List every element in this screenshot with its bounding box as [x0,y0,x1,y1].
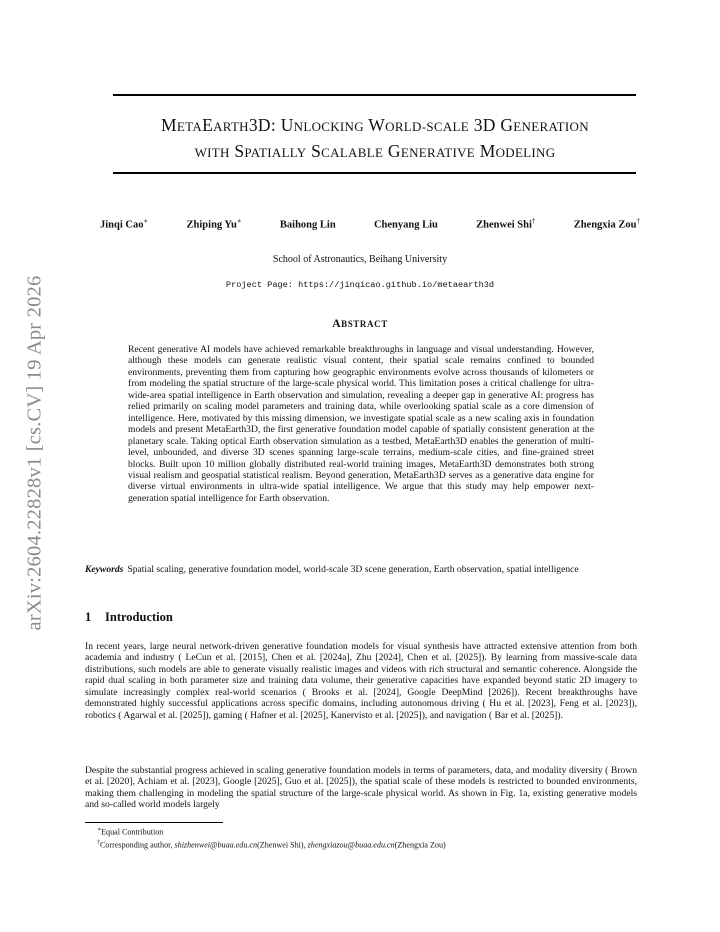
author: Baihong Lin [279,219,336,231]
keywords-text: Spatial scaling, generative foundation model, world-scale 3D scene generation, Earth observation, spatial intelligence [127,564,579,575]
title-line-1: METAEARTH3D: UNLOCKING WORLD-SCALE 3D GENERATION [161,115,589,135]
footnotes [97,825,637,850]
paper-title [90,113,660,165]
title-top-rule [113,94,636,96]
footnote-corresponding-author: †Corresponding author, shizhenwei@buaa.edu.cn(Zhenwei Shi), zhengxiazou@buaa.edu.cn(Zhengxia Zou) [97,839,446,850]
author: Zhiping Yu∗ [186,217,242,231]
footnote-rule [85,822,223,823]
author: Zhengxia Zou† [573,217,640,231]
section-heading [85,610,173,625]
author: Jinqi Cao∗ [100,217,149,231]
author-list [100,217,640,231]
abstract-body: Recent generative AI models have achieved remarkable breakthroughs in language and visual understanding. However, although these models can generate realistic visual content, their spatial scale remains confined to bounded environments, preventing them from capturing how geographic environments evolve across thousands of kilometers or from modeling the spatial structure of the large-scale physical world. This limitation poses a critical challenge for ultra-wide-area spatial intelligence in Earth observation and simulation, revealing a deeper gap in generative AI: progress has relied primarily on scaling model parameters and training data, while overlooking spatial scale as a core dimension of intelligence. Here, motivated by this missing dimension, we investigate spatial scale as a new scaling axis in foundation models and present MetaEarth3D, the first generative foundation model capable of spatially consistent generation at the planetary scale. Taking optical Earth observation simulation as a testbed, MetaEarth3D enables the generation of multi-level, unbounded, and diverse 3D scenes spanning large-scale terrains, medium-scale cities, and fine-grained street blocks. Built upon 10 million globally distributed real-world training images, MetaEarth3D demonstrates both strong visual realism and geospatial statistical realism. Beyond generation, MetaEarth3D serves as a generative data engine for diverse virtual environments in ultra-wide spatial intelligence. We argue that this study may help empower next-generation spatial intelligence for Earth observation. [128,344,594,504]
author: Chenyang Liu [373,219,438,231]
email-link[interactable]: zhengxiazou@buaa.edu.cn [307,840,395,850]
title-bottom-rule [113,172,636,174]
section-number: 1 [85,610,92,624]
email-link[interactable]: shizhenwei@buaa.edu.cn [174,840,258,850]
project-page-link[interactable]: Project Page: https://jinqicao.github.io/metaearth3d [225,280,495,290]
section-title: Introduction [105,610,173,624]
body-paragraph: In recent years, large neural network-driven generative foundation models for visual synthesis have attracted extensive attention from both academia and industry ( LeCun et al. [2015], Chen et al. [2024a], Zhu [2024], Chen et al. [2025]). By learning from massive-scale data distributions, such models are able to generate visually realistic images and videos with rich structural and semantic coherence. Alongside the rapid dual scaling in both parameter size and training data volume, their generative capacities have expanded beyond static 2D imagery to simulate increasingly complex real-world scenarios ( Brooks et al. [2024], Google DeepMind [2026]). Recent breakthroughs have demonstrated highly successful applications across specific domains, including autonomous driving ( Hu et al. [2023], Feng et al. [2023]), robotics ( Agarwal et al. [2025]), gaming ( Hafner et al. [2025], Kanervisto et al. [2025]), and navigation ( Bar et al. [2025]). [85,641,637,721]
keywords [85,564,637,576]
affiliation: School of Astronautics, Beihang University [272,254,448,265]
body-paragraph: Despite the substantial progress achieved in scaling generative foundation models in terms of parameters, data, and modality diversity ( Brown et al. [2020], Achiam et al. [2023], Google [2025], Guo et al. [2025]), the spatial scale of these models is restricted to bounded environments, making them challenging in modeling the spatial structure of the large-scale physical world. As shown in Fig. 1a, existing generative models and so-called world models largely [85,765,637,811]
abstract-heading: ABSTRACT [332,318,388,330]
title-line-2: WITH SPATIALLY SCALABLE GENERATIVE MODELING [194,141,556,161]
keywords-label: Keywords [85,564,124,575]
footnote-equal-contribution: ∗Equal Contribution [97,827,164,837]
arxiv-identifier-stamp [22,258,48,648]
author: Zhenwei Shi† [476,217,536,231]
arxiv-identifier-text: arXiv:2604.22828v1 [cs.CV] 19 Apr 2026 [23,275,46,631]
